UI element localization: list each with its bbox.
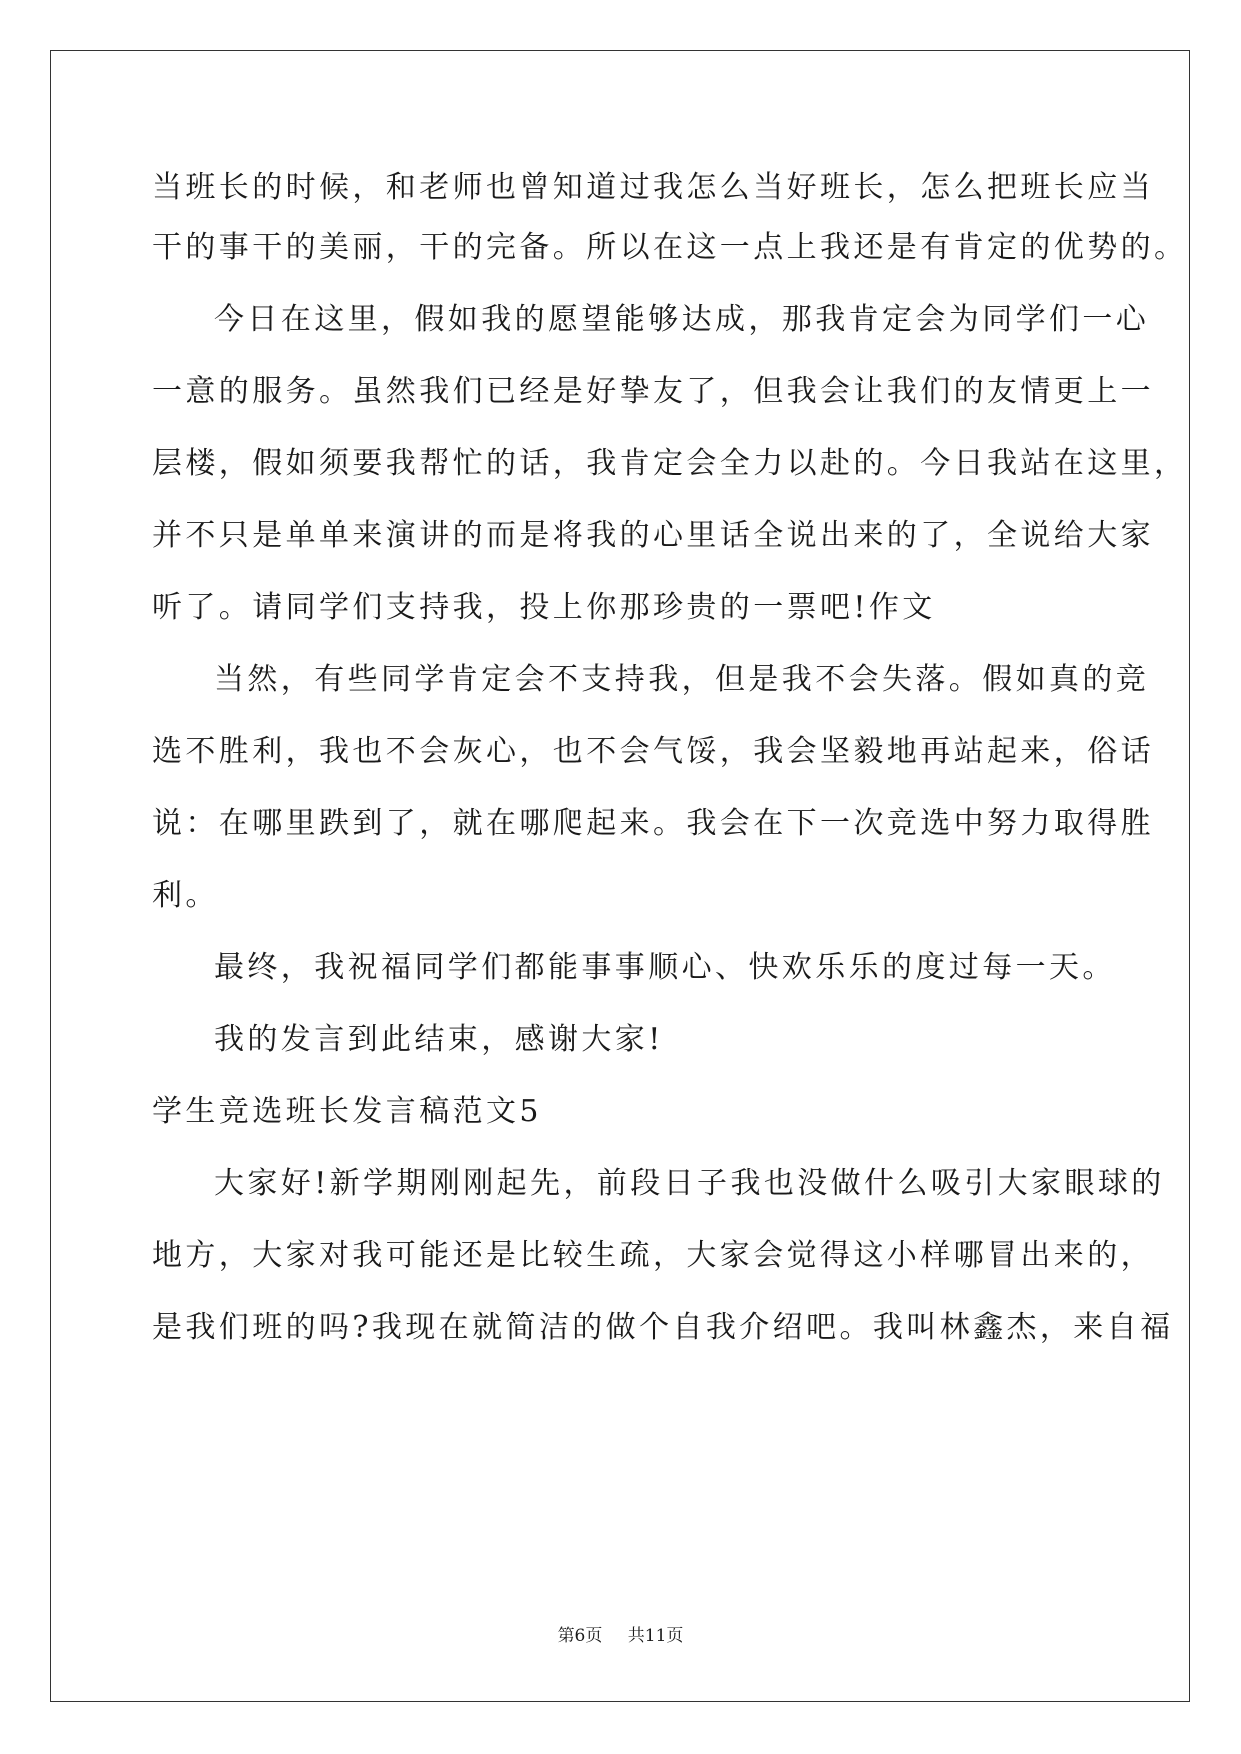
paragraph-start-line: 大家好!新学期刚刚起先，前段日子我也没做什么吸引大家眼球的 — [214, 1166, 1165, 1201]
page-footer — [0, 1624, 1241, 1648]
text-line: 层楼，假如须要我帮忙的话，我肯定会全力以赴的。今日我站在这里， — [152, 446, 1188, 481]
paragraph-start-line: 最终，我祝福同学们都能事事顺心、快欢乐乐的度过每一天。 — [214, 950, 1116, 985]
text-line: 地方，大家对我可能还是比较生疏，大家会觉得这小样哪冒出来的， — [152, 1238, 1154, 1273]
text-line: 并不只是单单来演讲的而是将我的心里话全说出来的了，全说给大家 — [152, 518, 1154, 553]
text-line: 一意的服务。虽然我们已经是好挚友了，但我会让我们的友情更上一 — [152, 374, 1154, 409]
paragraph-start-line: 我的发言到此结束，感谢大家! — [214, 1022, 664, 1057]
page-number-current: 第6页 — [557, 1626, 603, 1646]
text-line: 听了。请同学们支持我，投上你那珍贵的一票吧!作文 — [152, 590, 936, 625]
text-line: 是我们班的吗?我现在就简洁的做个自我介绍吧。我叫林鑫杰，来自福 — [152, 1310, 1174, 1345]
paragraph-start-line: 今日在这里，假如我的愿望能够达成，那我肯定会为同学们一心 — [214, 302, 1150, 337]
text-line: 当班长的时候，和老师也曾知道过我怎么当好班长，怎么把班长应当 — [152, 170, 1154, 205]
section-heading: 学生竞选班长发言稿范文5 — [152, 1094, 542, 1129]
text-line: 干的事干的美丽，干的完备。所以在这一点上我还是有肯定的优势的。 — [152, 230, 1188, 265]
page-border — [50, 50, 1190, 1702]
paragraph-start-line: 当然，有些同学肯定会不支持我，但是我不会失落。假如真的竞 — [214, 662, 1150, 697]
text-line: 利。 — [152, 878, 219, 913]
text-line: 说：在哪里跌到了，就在哪爬起来。我会在下一次竞选中努力取得胜 — [152, 806, 1154, 841]
page-number-total: 共11页 — [627, 1626, 684, 1646]
text-line: 选不胜利，我也不会灰心，也不会气馁，我会坚毅地再站起来，俗话 — [152, 734, 1154, 769]
